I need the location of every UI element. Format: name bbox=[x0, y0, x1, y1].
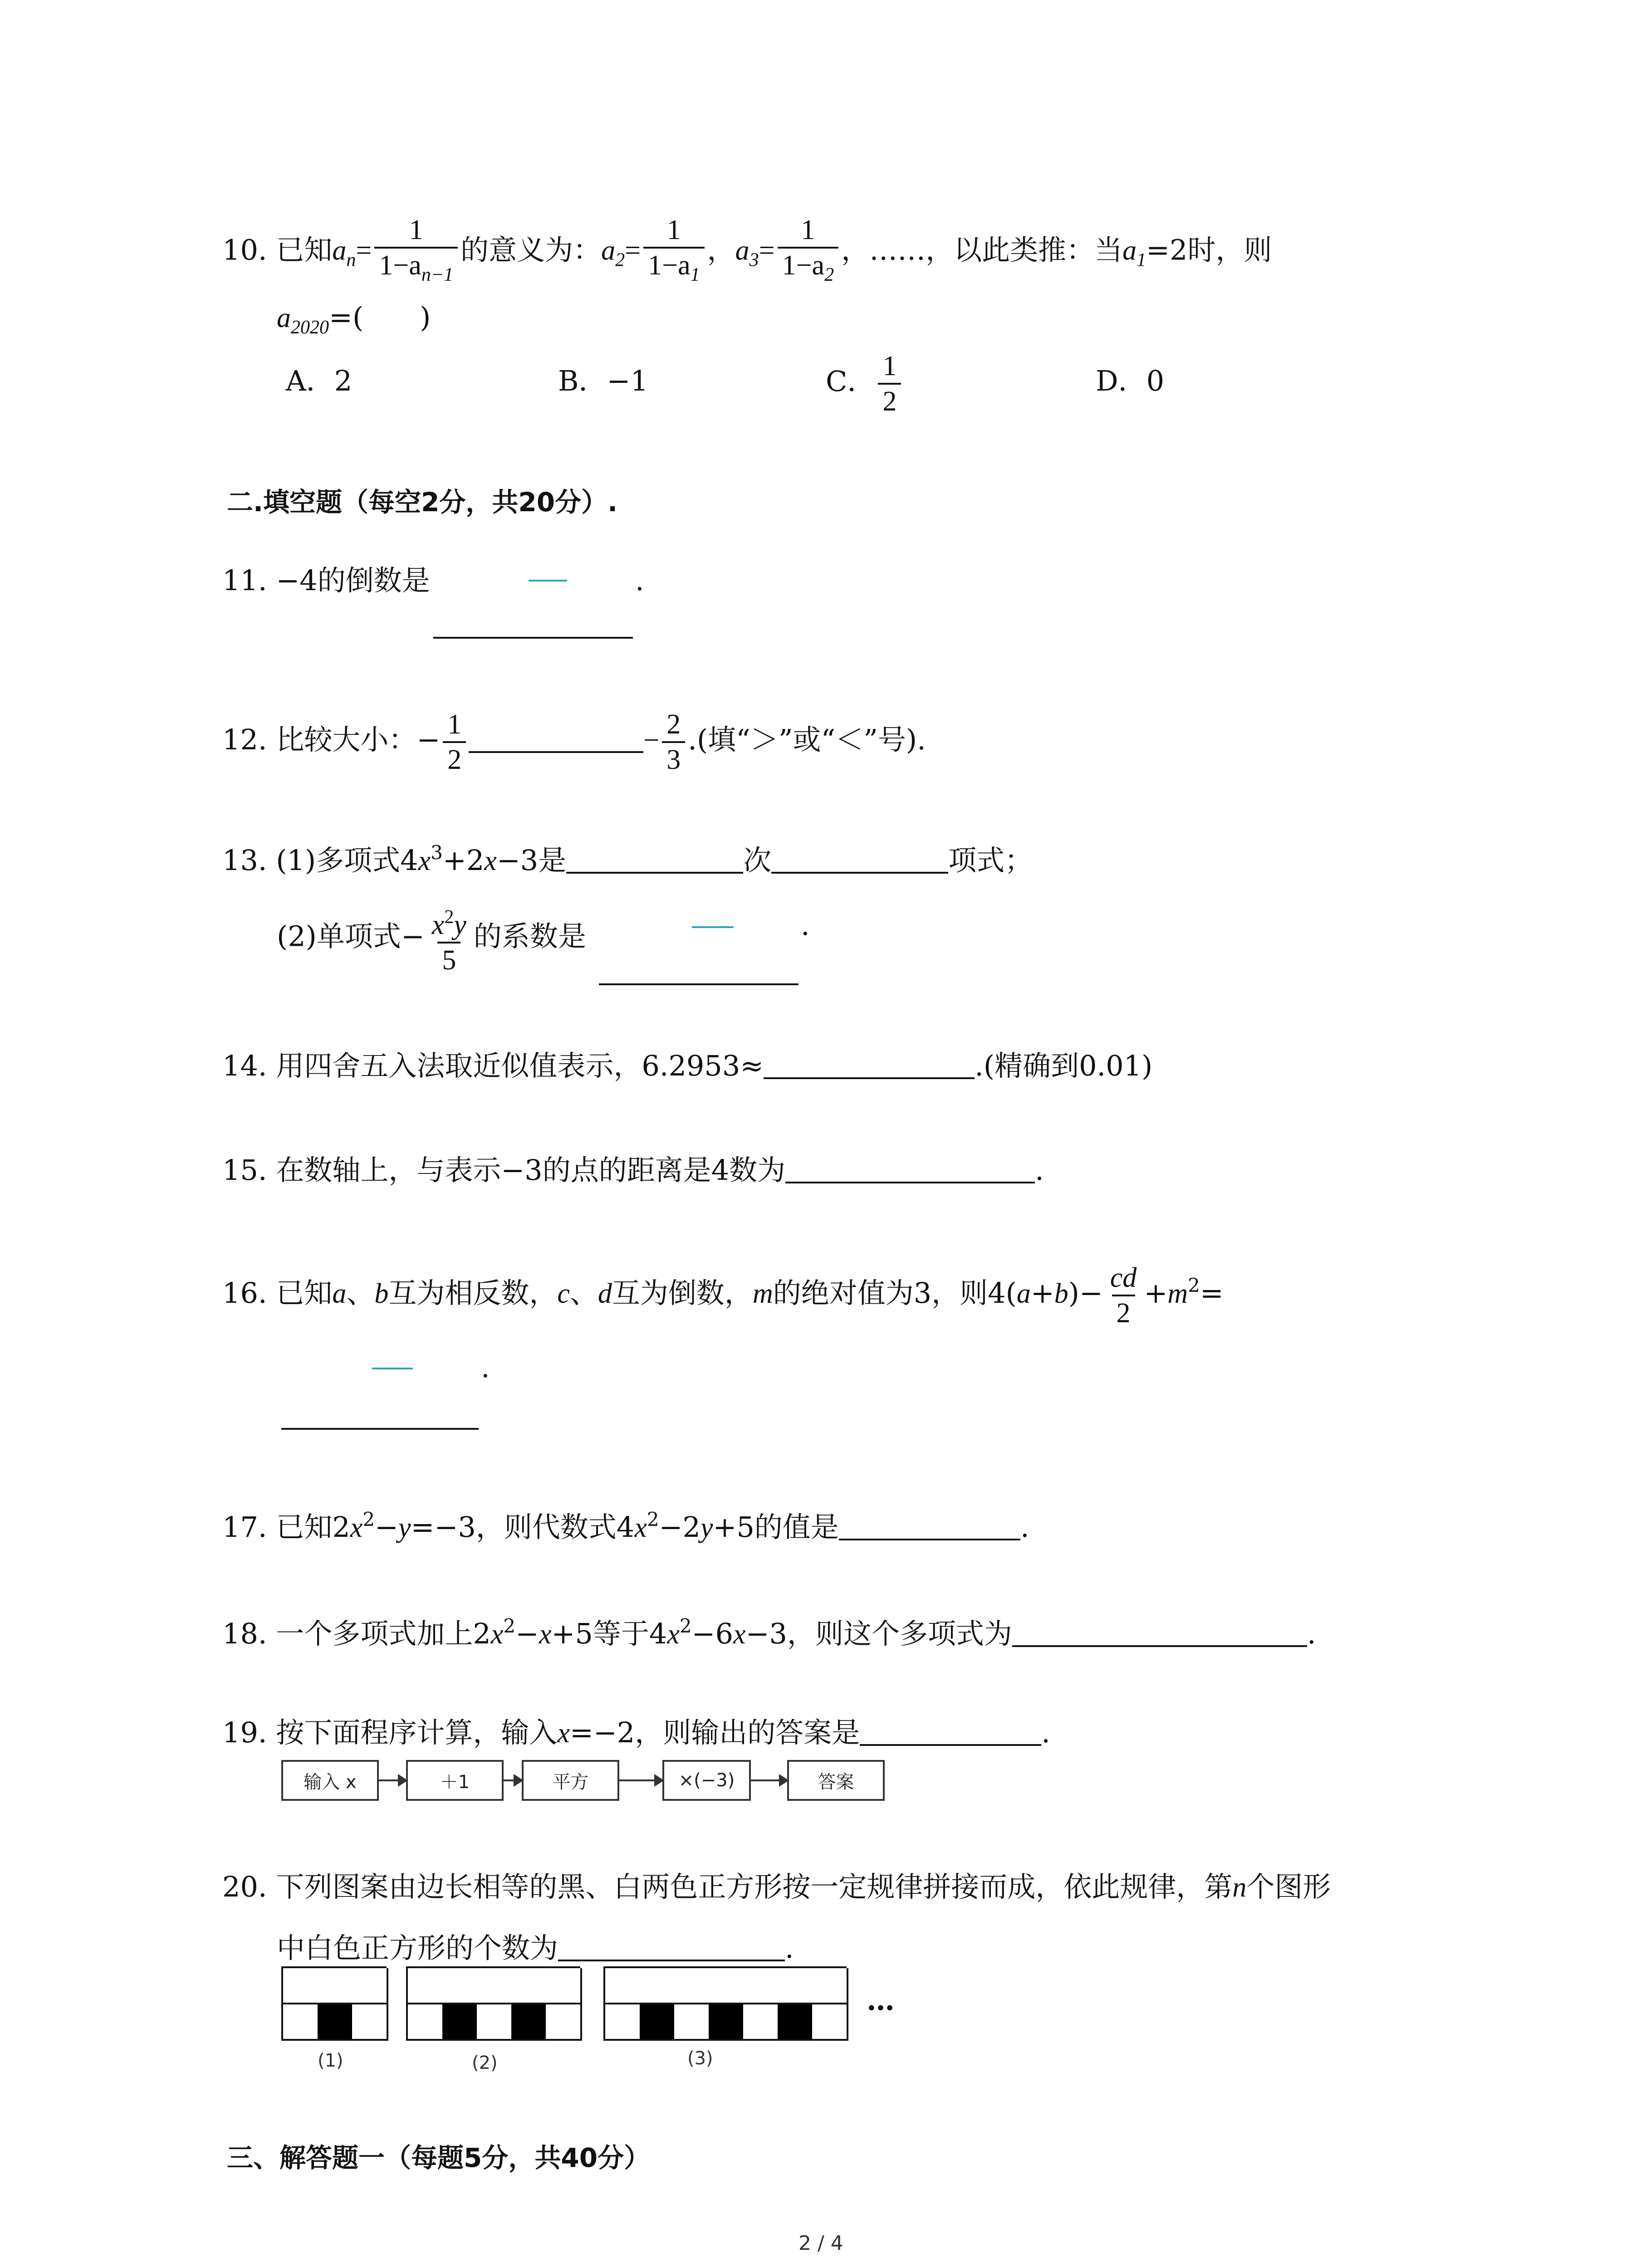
q13-answer-mark bbox=[692, 926, 734, 928]
q11-end: . bbox=[635, 564, 644, 597]
flow-input-box: 输入 x bbox=[281, 1760, 379, 1801]
q12-blank[interactable] bbox=[469, 724, 643, 753]
q13-coefficient-blank[interactable] bbox=[599, 983, 798, 985]
q10-fraction-a3: $\frac{1}{1-a_2}$ bbox=[778, 213, 838, 292]
q10-option-c[interactable]: C． $\frac{1}{2}$ bbox=[826, 349, 904, 418]
q11: 11. −4的倒数是 bbox=[222, 564, 430, 597]
flow-answer-box: 答案 bbox=[787, 1760, 885, 1801]
flow-square-box: 平方 bbox=[522, 1760, 619, 1801]
flow-arrow-2 bbox=[504, 1779, 522, 1781]
q20-blank[interactable] bbox=[558, 1932, 785, 1961]
page-number: 2 / 4 bbox=[798, 2232, 843, 2255]
q10-number: 10. bbox=[222, 233, 267, 267]
q16-end: . bbox=[481, 1351, 490, 1384]
q15-blank[interactable] bbox=[785, 1154, 1035, 1183]
flow-arrow-4 bbox=[751, 1779, 787, 1781]
flow-arrow-1 bbox=[379, 1779, 406, 1781]
q13-terms-blank[interactable] bbox=[771, 845, 948, 874]
q10-option-a[interactable]: A．2 bbox=[286, 364, 353, 397]
pattern-figure-1 bbox=[281, 1966, 387, 2041]
q19-blank[interactable] bbox=[860, 1717, 1041, 1746]
q20-line1: 20. 下列图案由边长相等的黑、白两色正方形按一定规律拼接而成，依此规律，第n个图形 bbox=[222, 1870, 1331, 1903]
section3-heading: 三、解答题一（每题5分，共40分） bbox=[227, 2142, 651, 2173]
figure-3-caption: (3) bbox=[687, 2048, 713, 2069]
figure-2-caption: (2) bbox=[472, 2053, 498, 2073]
q13-degree-blank[interactable] bbox=[566, 845, 743, 874]
q20-line2: 中白色正方形的个数为 . bbox=[277, 1931, 794, 1965]
q19: 19. 按下面程序计算，输入x=−2，则输出的答案是 . bbox=[222, 1716, 1050, 1749]
q16-blank[interactable] bbox=[281, 1428, 479, 1430]
q10-fraction-a2: $\frac{1}{1-a_1}$ bbox=[643, 213, 704, 292]
q14: 14. 用四舍五入法取近似值表示，6.2953≈ .(精确到0.01) bbox=[222, 1049, 1153, 1082]
q17: 17. 已知$2x^2-y=-3$，则代数式$4x^2-2y+5$的值是 . bbox=[222, 1508, 1029, 1544]
q18: 18. 一个多项式加上$2x^2-x+5$等于$4x^2-6x-3$，则这个多项式为 . bbox=[222, 1615, 1316, 1650]
pattern-figure-3 bbox=[603, 1966, 847, 2041]
flow-arrow-3 bbox=[619, 1779, 662, 1781]
q13-part2: (2)单项式− $\frac{x^2y}{5}$ 的系数是 bbox=[277, 900, 586, 977]
q14-blank[interactable] bbox=[764, 1050, 975, 1079]
q16: 16. 已知a、b互为相反数，c、d互为倒数，m的绝对值为3，则4(a+b)− $\frac{cd}{2}$ $+m^2=$ bbox=[222, 1261, 1224, 1330]
pattern-figure-2 bbox=[406, 1966, 580, 2041]
q11-blank[interactable] bbox=[433, 637, 633, 639]
q18-blank[interactable] bbox=[1012, 1618, 1307, 1647]
flow-plus-one-box: ＋1 bbox=[406, 1760, 504, 1801]
q13-end: . bbox=[801, 909, 810, 942]
q11-answer-mark bbox=[529, 580, 567, 582]
section2-heading: 二.填空题（每空2分，共20分）. bbox=[227, 487, 618, 518]
q17-blank[interactable] bbox=[839, 1511, 1020, 1540]
q15: 15. 在数轴上，与表示−3的点的距离是4数为 . bbox=[222, 1154, 1044, 1187]
q10-option-d[interactable]: D．0 bbox=[1096, 364, 1165, 397]
figure-1-caption: (1) bbox=[318, 2050, 343, 2071]
q13-part1: 13. (1)多项式$4x^3+2x-3$是 次 项式； bbox=[222, 841, 1033, 877]
q10-option-b[interactable]: B．−1 bbox=[558, 364, 648, 397]
q10-fraction-an: $\frac{1}{1-a_{n-1}}$ bbox=[374, 213, 458, 292]
q16-answer-mark bbox=[372, 1368, 413, 1369]
q10-line1: 10. 已知$a_n=$ $\frac{1}{1-a_{n-1}}$ 的意义为：$a_2=$ $\frac{1}{1-a_1}$ ，$a_3=$ $\frac{1}{1-a_2}$ ，……，以此类推：当$a_1=2$时，则 bbox=[222, 213, 1272, 292]
pattern-ellipsis: … bbox=[867, 1984, 895, 2017]
flow-times-minus-three-box: ×(−3) bbox=[662, 1760, 751, 1801]
q10-line2: $a_{2020}=$( ) bbox=[277, 301, 431, 338]
q12: 12. 比较大小：− $\frac{1}{2}$ − $\frac{2}{3}$ .(填“＞”或“＜”号). bbox=[222, 708, 926, 777]
